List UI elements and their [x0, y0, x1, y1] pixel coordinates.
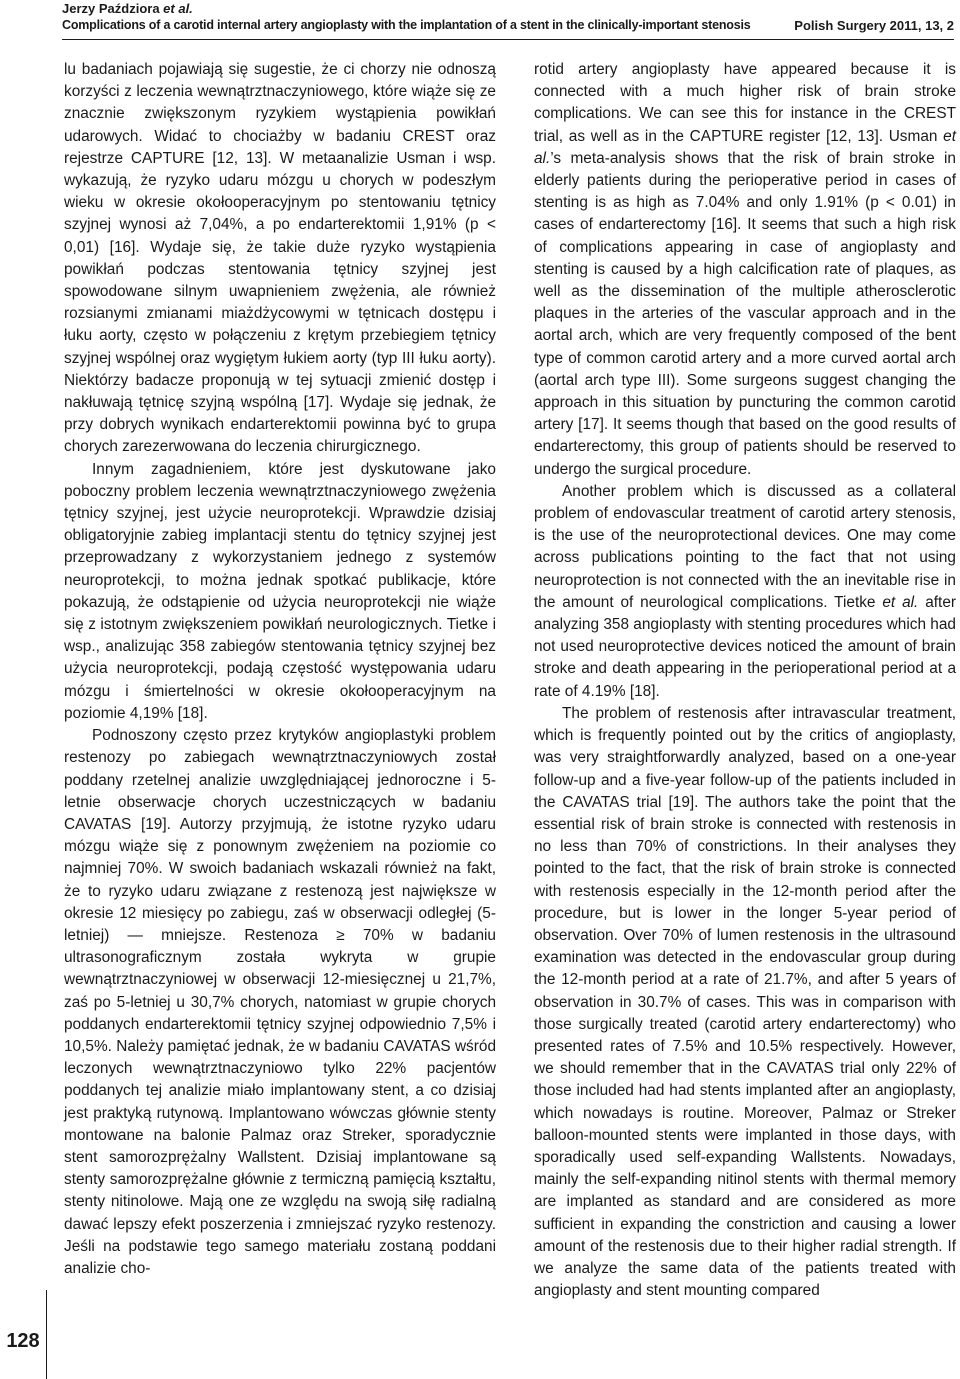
left-column-polish	[64, 59, 496, 1280]
left-paragraph-2: Innym zagadnieniem, które jest dyskutowane jako poboczny problem leczenia wewnątrztnaczyniowego zwężenia tętnicy szyjnej, jest użycie neuroprotekcji. Wprawdzie dzisiaj obligatoryjnie zabieg implantacji stentu do tętnicy szyjnej jest przeprowadzany z wykorzystaniem jednego z systemów neuroprotekcji, to można jednak spotkać publikacje, które pokazują, że odstąpienie od użycia neuroprotekcji nie wiąże się z istotnym zwiększeniem powikłań neurologicznych. Tietke i wsp., analizując 358 zabiegów stentowania tętnicy szyjnej bez użycia neuroprotekcji, podają częstość występowania udaru mózgu i śmiertelności w okresie okołooperacyjnym na poziomie 4,19% [18].	[64, 460, 496, 722]
header-running-title: Complications of a carotid internal artery angioplasty with the implantation of a stent in the clinically-important stenosis	[62, 18, 751, 32]
running-header	[62, 0, 954, 34]
header-author-etal: et al.	[163, 1, 193, 16]
right-p2-etal: et al.	[882, 593, 919, 611]
left-paragraph-1: lu badaniach pojawiają się sugestie, że ci chorzy nie odnoszą korzyści z leczenia wewnątrztnaczyniowego, które wiąże się ze znacznie zwiększonym ryzykiem wystąpienia powikłań udarowych. Widać to chociażby w badaniu CREST oraz rejestrze CAPTURE [12, 13]. W metaanalizie Usman i wsp. wykazują, że ryzyko udaru mózgu u chorych w podeszłym wieku w okresie okołooperacyjnym po stentowaniu tętnicy szyjnej wynosi aż 7,04%, a po endarterektomii 1,91% (p < 0,01) [16]. Wydaje się, że takie duże ryzyko wystąpienia powikłań podczas stentowania tętnicy szyjnej jest spowodowane silnym uwapnieniem zwężenia, ale również rozsianymi zmianami miażdżycowymi w tętnicach dostępu i łuku aorty, często w połączeniu z krętym przebiegiem tętnicy szyjnej wspólnej oraz wygiętym łukiem aorty (typ III łuku aorty). Niektórzy badacze proponują w tej sytuacji zmienić dostęp i nakłuwają tętnicę szyjną wspólną [17]. Wydaje się jednak, że przy dobrych wynikach endarterektomii powinna być to grupa chorych zarezerwowana do leczenia chirurgicznego.	[64, 61, 496, 456]
header-journal: Polish Surgery 2011, 13, 2	[794, 18, 954, 33]
right-p1-etal: et al.	[534, 127, 956, 167]
right-paragraph-3: The problem of restenosis after intravascular treatment, which is frequently pointed out by the critics of angioplasty, was very straightforwardly analyzed, based on a one-year follow-up and a five-year follow-up of the patients included in the CAVATAS trial [19]. The authors take the point that the essential risk of brain stroke is connected with restenosis in no less than 70% of constrictions. In their analyses they pointed to the fact, that the risk of brain stroke is connected with restenosis especially in the 12-month period after the procedure, but is lower in the longer 5-year period of observation. Over 70% of lumen restenosis in the ultrasound examination was detected in the endovascular group during the 12-month period at a rate of 21.7%, and after 5 years of observation in 30.7% of cases. This was in comparison with those surgically treated (carotid artery endarterectomy) who presented rates of 7.5% and 10.5% respectively. However, we should remember that in the CAVATAS trial only 22% of those included had had stents implanted after an angioplasty, which nowadays is routine. Moreover, Palmaz or Streker balloon-mounted stents were implanted in those days, with sporadically used self-expanding Wallstents. Nowadays, mainly the self-expanding nitinol stents with thermal memory are implanted as standard and are considered as more sufficient in expanding the constriction and causing a lower amount of the restenosis due to their higher radial strength. If we analyze the same data of the patients treated with angioplasty and stent mounting compared	[534, 704, 956, 1300]
page-number-rule	[46, 1290, 47, 1379]
right-column-english	[534, 59, 956, 1302]
right-paragraph-1: rotid artery angioplasty have appeared because it is connected with a much higher risk of brain stroke complications. We can see this for instance in the CREST trial, as well as in the CAPTURE register [12, 13]. Usman et al.’s meta-analysis shows that the risk of brain stroke in elderly patients during the perioperative period in cases of stenting is as high as 7.04% and only 1.91% (p < 0.01) in cases of endarterectomy [16]. It seems that such a high risk of complications appearing in case of angioplasty and stenting is caused by a high calcification rate of plaques, as well as the dissemination of the multiple atherosclerotic plaques in the arteries of the vascular approach and in the aortal arch, which are very frequently composed of the bent type of common carotid artery and a more curved aortal arch (aortal arch type III). Some surgeons suggest changing the approach in this situation by puncturing the common carotid artery [17]. It seems though that based on the good results of endarterectomy, this group of patients should be reserved to undergo the surgical procedure.	[534, 61, 956, 478]
header-author: Jerzy Paździora et al.	[62, 1, 193, 16]
page-number: 128	[6, 1330, 40, 1352]
header-rule	[62, 39, 954, 40]
right-paragraph-2: Another problem which is discussed as a collateral problem of endovascular treatment of carotid artery stenosis, is the use of the neuroprotectional devices. One may come across publications pointing to the fact that not using neuroprotection is not connected with the an inevitable rise in the amount of neurological complications. Tietke et al. after analyzing 358 angioplasty with stenting procedures which had not used neuroprotective devices noticed the amount of brain stroke and death appearing in the perioperational period at a rate of 4.19% [18].	[534, 482, 956, 700]
left-paragraph-3: Podnoszony często przez krytyków angioplastyki problem restenozy po zabiegach wewnątrztnaczyniowych został poddany rzetelnej analizie uwzględniającej jednoroczne i 5-letnie obserwacje chorych uczestniczących w badaniu CAVATAS [19]. Autorzy przyjmują, że istotne ryzyko udaru mózgu wiąże się z ponownym zwężeniem na poziomie co najmniej 70%. W swoich badaniach wskazali również na fakt, że to ryzyko udaru związane z restenozą jest największe w okresie 12 miesięcy po zabiegu, zaś w obserwacji odległej (5-letniej) — mniejsze. Restenoza ≥ 70% w badaniu ultrasonograficznym została wykryta w grupie wewnątrztnaczyniowej w obserwacji 12-miesięcznej u 21,7%, zaś po 5-letniej u 30,7% chorych, natomiast w grupie chorych poddanych endarterektomii tętnicy szyjnej odpowiednio 7,5% i 10,5%. Należy pamiętać jednak, że w badaniu CAVATAS wśród leczonych wewnątrztnaczyniowo tylko 22% pacjentów poddanych tej analizie miało implantowany stent, a co dzisiaj jest praktyką rutynową. Implantowano wówczas głównie stenty montowane na balonie Palmaz oraz Streker, sporadycznie stent samorozprężalny Wallstent. Dzisiaj implantowane są stenty samorozprężalne głównie z termiczną pamięcią kształtu, stenty nitinolowe. Mają one ze względu na swoją siłę radialną dawać lepszy efekt poszerzenia i zmniejszać ryzyko restenozy. Jeśli na podstawie tego samego materiału zostaną poddani analizie cho-	[64, 727, 496, 1277]
